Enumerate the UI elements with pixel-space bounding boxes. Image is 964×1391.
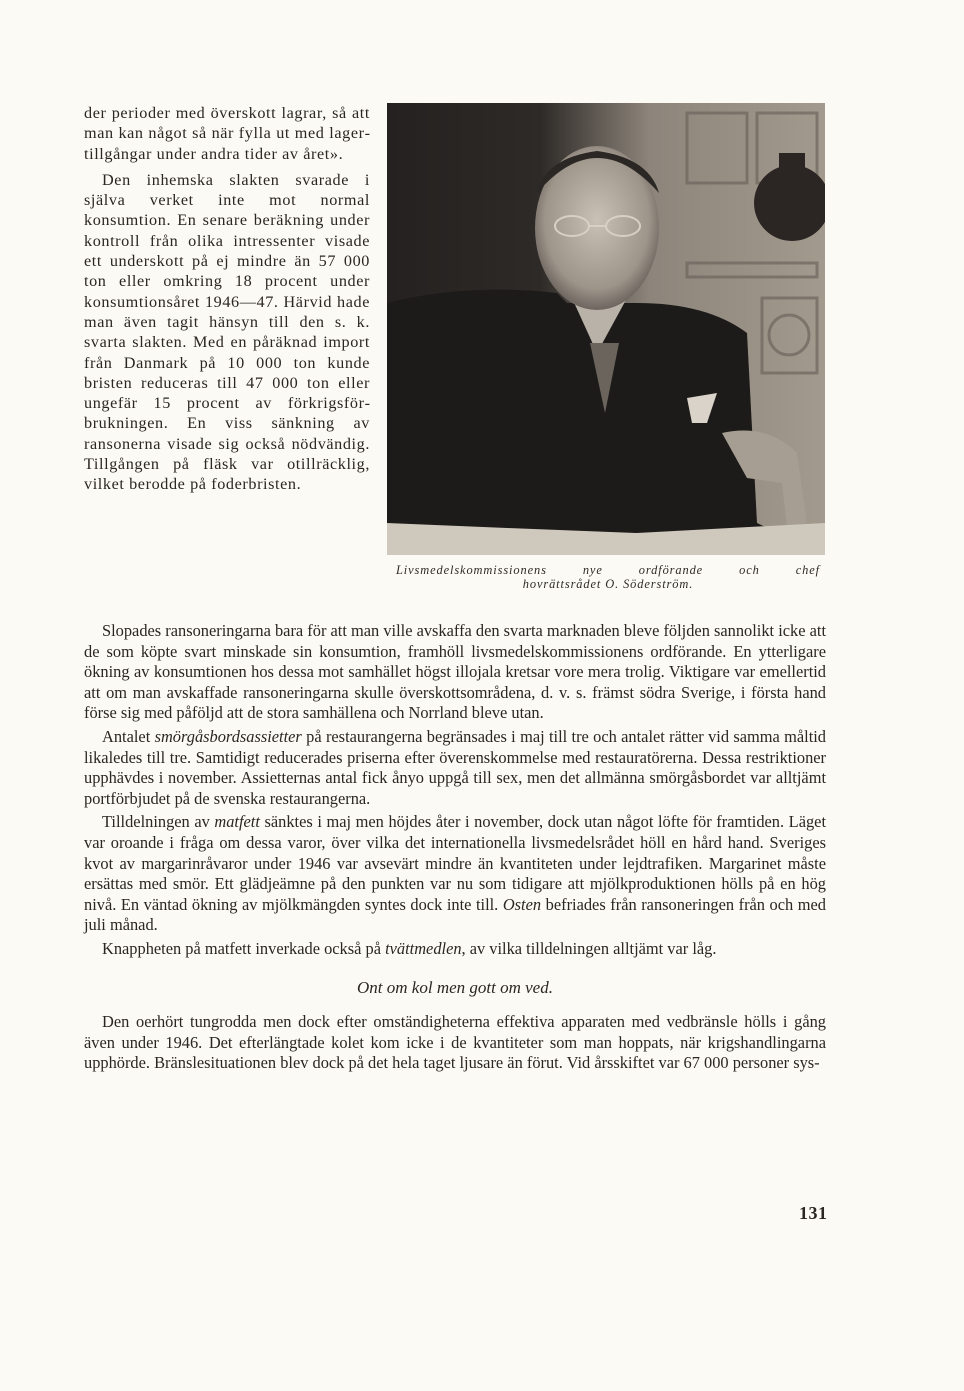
paragraph: Slopades ransoneringarna bara för att man ville avskaffa den svarta marknaden bleve följden sannolikt icke att de som köpte svart minskade sin konsumtion, framhöll livsmedelskommissionens ordförande. En ytterligare ökning av konsumtionen hos dessa mot samhället högst illojala kretsar vore mera trolig. Viktigare var emellertid att om man avskaffade ransoneringarna skulle överskottsområdena, d. v. s. främst södra Sverige, i första hand förse sig med påföljd att de stora samhällena och Norrland bleve utan.	[84, 621, 826, 723]
paragraph: Knappheten på matfett inverkade också på tvättmedlen, av vilka tilldelningen alltjämt var låg.	[102, 938, 717, 958]
paragraph: der perioder med överskott lagrar, så att man kan något så när fylla ut med lagertillgångar under andra tider av året».	[84, 104, 370, 163]
emphasis: smörgåsbordsassietter	[154, 726, 302, 746]
emphasis: tvättmedlen	[385, 938, 462, 958]
portrait-image	[387, 103, 825, 555]
paragraph: Antalet smörgåsbordsassietter på restaurangerna begränsades i maj till tre och antalet rätter vid samma måltid likaledes till tre. Samtidigt reducerades priserna efter överenskommelse med restauratörerna. Dessa restriktioner upphävdes i november. Assietternas antal fick ånyo uppgå till sex, men det allmänna smörgåsbordet var alltjämt portförbjudet på de svenska restaurangerna.	[84, 726, 826, 808]
paragraph: Tilldelningen av matfett sänktes i maj men höjdes åter i november, dock utan något löfte för framtiden. Läget var oroande i fråga om dessa varor, över vilka det internationella livsmedelsrådet höll en hård hand. Sveriges kvot av margarinråvaror under 1946 var avsevärt mindre än kvantiteten under lejdtrafiken. Margarinet måste ersättas med smör. Ett glädjeämne på den punkten var nu som tidigare att mjölkproduktionen hölls på en hög nivå. En väntad ökning av mjölkmängden syntes dock inte till. Osten befriades från ransoneringen från och med juli månad.	[84, 812, 827, 935]
section-heading: Ont om kol men gott om ved.	[357, 977, 553, 997]
page-number: 131	[799, 1203, 828, 1223]
paragraph: Den inhemska slakten svarade i själva verket inte mot normal konsumtion. En senare beräkning under kontroll från olika intressenter visade ett underskott på ej mindre än 57 000 ton eller omkring 18 procent under konsumtionsåret 1946—47. Härvid hade man även tagit hänsyn till den s. k. svarta slakten. Med en påräknad import från Danmark på 10 000 ton kunde bristen reduceras till 47 000 ton eller ungefär 15 procent av förkrigsförbrukningen. En viss sänkning av ransonerna visade sig också nödvändig. Tillgången på fläsk var otillräcklig, vilket berodde på foderbristen.	[84, 170, 370, 494]
caption-line-1: Livsmedelskommissionens nye ordförande och chef	[396, 563, 820, 577]
left-column-text	[84, 103, 370, 495]
main-text	[84, 621, 826, 1074]
emphasis: Osten	[502, 894, 542, 914]
photo-caption	[396, 563, 820, 591]
portrait-photo	[387, 103, 825, 555]
paragraph: Den oerhört tungrodda men dock efter omständigheterna effektiva apparaten med vedbränsle hölls i gång även under 1946. Det efterlängtade kolet kom icke i de kvantiteter som man hoppats, när krigshandlingarna upphörde. Bränslesituationen blev dock på det hela taget ljusare än förut. Vid årsskiftet var 67 000 personer sys-	[84, 1012, 826, 1073]
emphasis: matfett	[214, 812, 260, 832]
caption-line-2: hovrättsrådet O. Söderström.	[522, 577, 694, 591]
